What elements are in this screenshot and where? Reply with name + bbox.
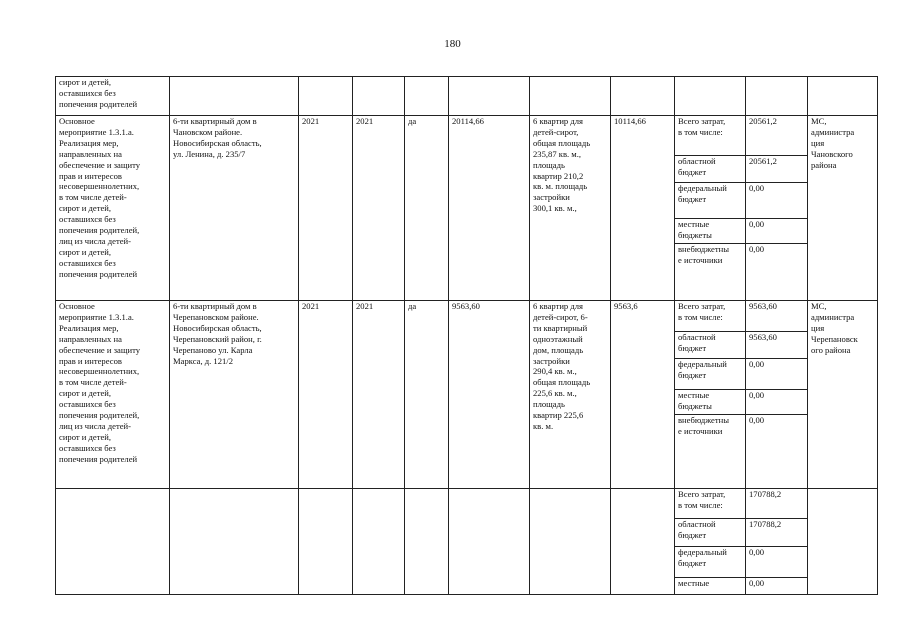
funding-label: местные бюджеты: [675, 390, 746, 415]
budget-table: [55, 76, 878, 595]
funding-value: 0,00: [746, 219, 808, 244]
executor-cell: МС, администра ция Чановского района: [808, 116, 878, 301]
year-end-cell: [353, 489, 405, 595]
funding-label: областной бюджет: [675, 332, 746, 359]
funding-value: 0,00: [746, 547, 808, 578]
description-cell: [530, 77, 611, 116]
funding-label: внебюджетны е источники: [675, 415, 746, 489]
object-cell: [170, 77, 299, 116]
year-start-cell: [299, 489, 353, 595]
flag-cell: [405, 77, 449, 116]
funding-label: Всего затрат, в том числе:: [675, 301, 746, 332]
executor-cell: МС, администра ция Черепановск ого района: [808, 301, 878, 489]
amount-cell: [449, 77, 530, 116]
funding-label: [675, 77, 746, 116]
amount-cell: 20114,66: [449, 116, 530, 301]
executor-cell: [808, 77, 878, 116]
funding-label: местные: [675, 578, 746, 595]
event-cell: Основное мероприятие 1.3.1.а. Реализация мер, направленных на обеспечение и защиту прав и интересов несовершеннолетних, в том числе детей- сирот и детей, оставшихся без попечения родителей, лиц из числа детей- сирот и детей, оставшихся без попечения родителей: [56, 301, 170, 489]
funding-value: 170788,2: [746, 519, 808, 547]
amount2-cell: 9563,6: [611, 301, 675, 489]
amount2-cell: 10114,66: [611, 116, 675, 301]
funding-label: местные бюджеты: [675, 219, 746, 244]
amount-cell: [449, 489, 530, 595]
year-start-cell: 2021: [299, 301, 353, 489]
description-cell: 6 квартир для детей-сирот, 6- ти квартирный одноэтажный дом, площадь застройки 290,4 кв. м., общая площадь 225,6 кв. м., площадь квартир 225,6 кв. м.: [530, 301, 611, 489]
funding-value: 0,00: [746, 244, 808, 301]
event-cell: [56, 489, 170, 595]
amount2-cell: [611, 77, 675, 116]
flag-cell: да: [405, 116, 449, 301]
funding-value: 0,00: [746, 415, 808, 489]
funding-value: 0,00: [746, 359, 808, 390]
flag-cell: [405, 489, 449, 595]
year-end-cell: 2021: [353, 116, 405, 301]
amount-cell: 9563,60: [449, 301, 530, 489]
flag-cell: да: [405, 301, 449, 489]
description-cell: 6 квартир для детей-сирот, общая площадь 235,87 кв. м., площадь квартир 210,2 кв. м. площадь застройки 300,1 кв. м.,: [530, 116, 611, 301]
funding-value: 170788,2: [746, 489, 808, 519]
funding-label: федеральный бюджет: [675, 359, 746, 390]
funding-label: федеральный бюджет: [675, 183, 746, 219]
year-start-cell: [299, 77, 353, 116]
year-start-cell: 2021: [299, 116, 353, 301]
object-cell: [170, 489, 299, 595]
page-number: 180: [444, 38, 461, 50]
funding-value: 0,00: [746, 183, 808, 219]
object-cell: 6-ти квартирный дом в Чановском районе. Новосибирская область, ул. Ленина, д. 235/7: [170, 116, 299, 301]
funding-label: областной бюджет: [675, 156, 746, 183]
funding-label: Всего затрат, в том числе:: [675, 116, 746, 156]
funding-label: областной бюджет: [675, 519, 746, 547]
funding-value: 9563,60: [746, 301, 808, 332]
funding-value: 9563,60: [746, 332, 808, 359]
funding-value: [746, 77, 808, 116]
funding-value: 20561,2: [746, 116, 808, 156]
funding-value: 0,00: [746, 390, 808, 415]
executor-cell: [808, 489, 878, 595]
funding-value: 0,00: [746, 578, 808, 595]
description-cell: [530, 489, 611, 595]
funding-label: внебюджетны е источники: [675, 244, 746, 301]
year-end-cell: [353, 77, 405, 116]
funding-value: 20561,2: [746, 156, 808, 183]
amount2-cell: [611, 489, 675, 595]
event-cell: Основное мероприятие 1.3.1.а. Реализация мер, направленных на обеспечение и защиту прав и интересов несовершеннолетних, в том числе детей- сирот и детей, оставшихся без попечения родителей, лиц из числа детей- сирот и детей, оставшихся без попечения родителей: [56, 116, 170, 301]
funding-label: федеральный бюджет: [675, 547, 746, 578]
year-end-cell: 2021: [353, 301, 405, 489]
object-cell: 6-ти квартирный дом в Черепановском районе. Новосибирская область, Черепановский район, г. Черепаново ул. Карла Маркса, д. 121/2: [170, 301, 299, 489]
funding-label: Всего затрат, в том числе:: [675, 489, 746, 519]
event-cell: сирот и детей, оставшихся без попечения родителей: [56, 77, 170, 116]
